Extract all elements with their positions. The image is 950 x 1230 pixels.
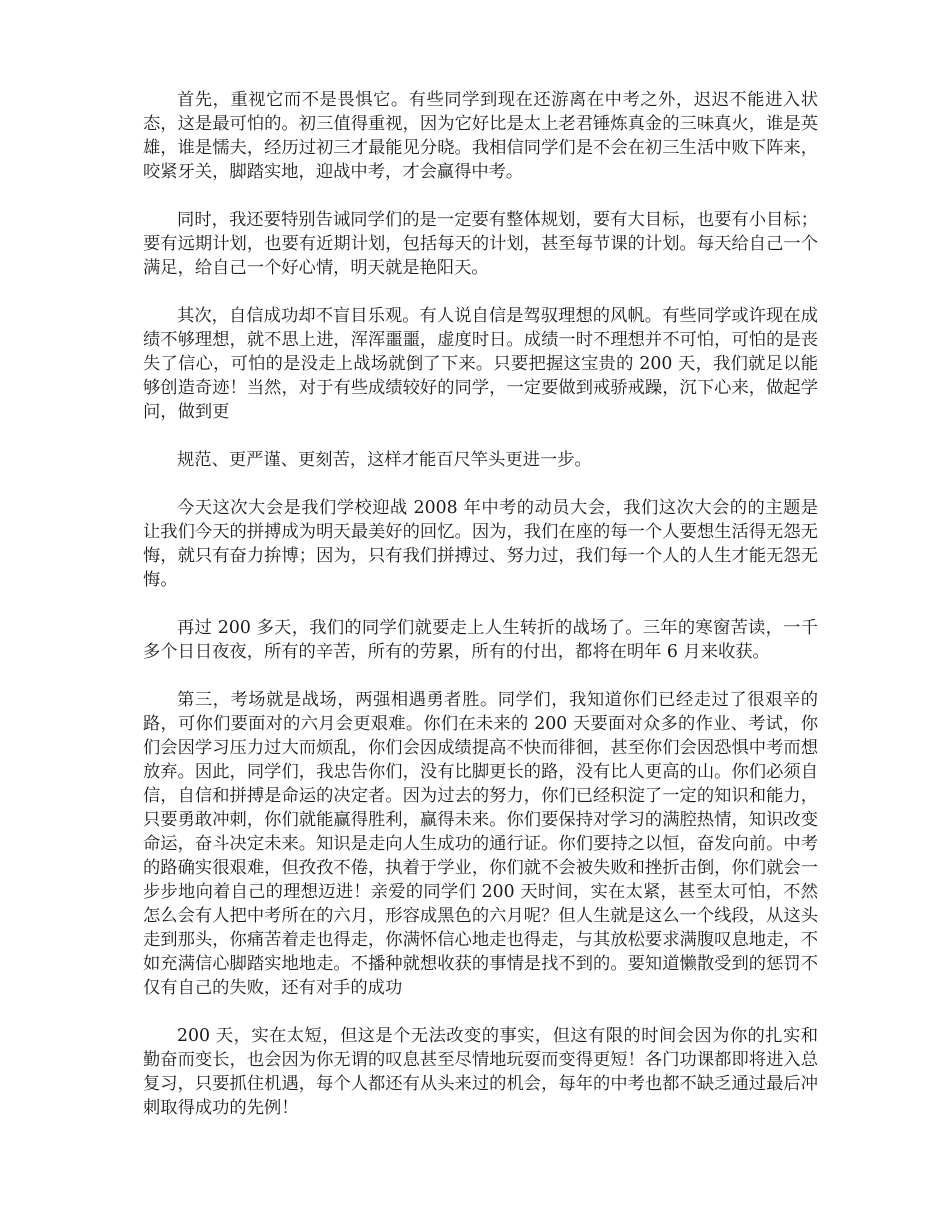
paragraph-4: 规范、更严谨、更刻苦，这样才能百尺竿头更进一步。 [177, 450, 592, 470]
document-body [143, 88, 818, 1144]
paragraph-7: 第三，考场就是战场，两强相遇勇者胜。同学们，我知道你们已经走过了很艰辛的路，可你们要面对的六月会更艰难。你们在未来的 200 天要面对众多的作业、考试，你们会因学习压力过大而烦乱，你们会因成绩提高不快而徘徊，甚至你们会因恐惧中考而想放弃。因此，同学们，我忠告你们，没有比脚更长的路，没有比人更高的山。你们必须自信，自信和拼搏是命运的决定者。因为过去的努力，你们已经积淀了一定的知识和能力，只要勇敢冲刺，你们就能赢得胜利，赢得未来。你们要保持对学习的满腔热情，知识改变命运，奋斗决定未来。知识是走向人生成功的通行证。你们要持之以恒，奋发向前。中考的路确实很艰难，但孜孜不倦，执着于学业，你们就不会被失败和挫折击倒，你们就会一步步地向着自己的理想迈进！亲爱的同学们 200 天时间，实在太紧，甚至太可怕，不然怎么会有人把中考所在的六月，形容成黑色的六月呢？但人生就是这么一个线段，从这头走到那头，你痛苦着走也得走，你满怀信心地走也得走，与其放松要求满腹叹息地走，不如充满信心脚踏实地地走。不播种就想收获的事情是找不到的。要知道懒散受到的惩罚不仅有自己的失败，还有对手的成功 [143, 690, 818, 998]
paragraph-8: 200 天，实在太短，但这是个无法改变的事实，但这有限的时间会因为你的扎实和勤奋而变长，也会因为你无谓的叹息甚至尽情地玩耍而变得更短！各门功课都即将进入总复习，只要抓住机遇，每个人都还有从头来过的机会，每年的中考也都不缺乏通过最后冲刺取得成功的先例！ [143, 1026, 818, 1118]
paragraph-3: 其次，自信成功却不盲目乐观。有人说自信是驾驭理想的风帆。有些同学或许现在成绩不够理想，就不思上进，浑浑噩噩，虚度时日。成绩一时不理想并不可怕，可怕的是丧失了信心，可怕的是没走上战场就倒了下来。只要把握这宝贵的 200 天，我们就足以能够创造奇迹！当然，对于有些成绩较好的同学，一定要做到戒骄戒躁，沉下心来，做起学问，做到更 [143, 306, 818, 422]
paragraph-5: 今天这次大会是我们学校迎战 2008 年中考的动员大会，我们这次大会的的主题是让我们今天的拼搏成为明天最美好的回忆。因为，我们在座的每一个人要想生活得无怨无悔，就只有奋力拚博；因为，只有我们拼搏过、努力过，我们每一个人的人生才能无怨无悔。 [143, 498, 818, 590]
paragraph-1: 首先，重视它而不是畏惧它。有些同学到现在还游离在中考之外，迟迟不能进入状态，这是最可怕的。初三值得重视，因为它好比是太上老君锤炼真金的三味真火，谁是英雄，谁是懦夫，经历过初三才最能见分晓。我相信同学们是不会在初三生活中败下阵来，咬紧牙关，脚踏实地，迎战中考，才会赢得中考。 [143, 90, 818, 182]
paragraph-2: 同时，我还要特别告诫同学们的是一定要有整体规划，要有大目标，也要有小目标；要有远期计划，也要有近期计划，包括每天的计划，甚至每节课的计划。每天给自己一个满足，给自己一个好心情，明天就是艳阳天。 [143, 210, 818, 278]
paragraph-6: 再过 200 多天，我们的同学们就要走上人生转折的战场了。三年的寒窗苦读，一千多个日日夜夜，所有的辛苦，所有的劳累，所有的付出，都将在明年 6 月来收获。 [143, 618, 818, 662]
